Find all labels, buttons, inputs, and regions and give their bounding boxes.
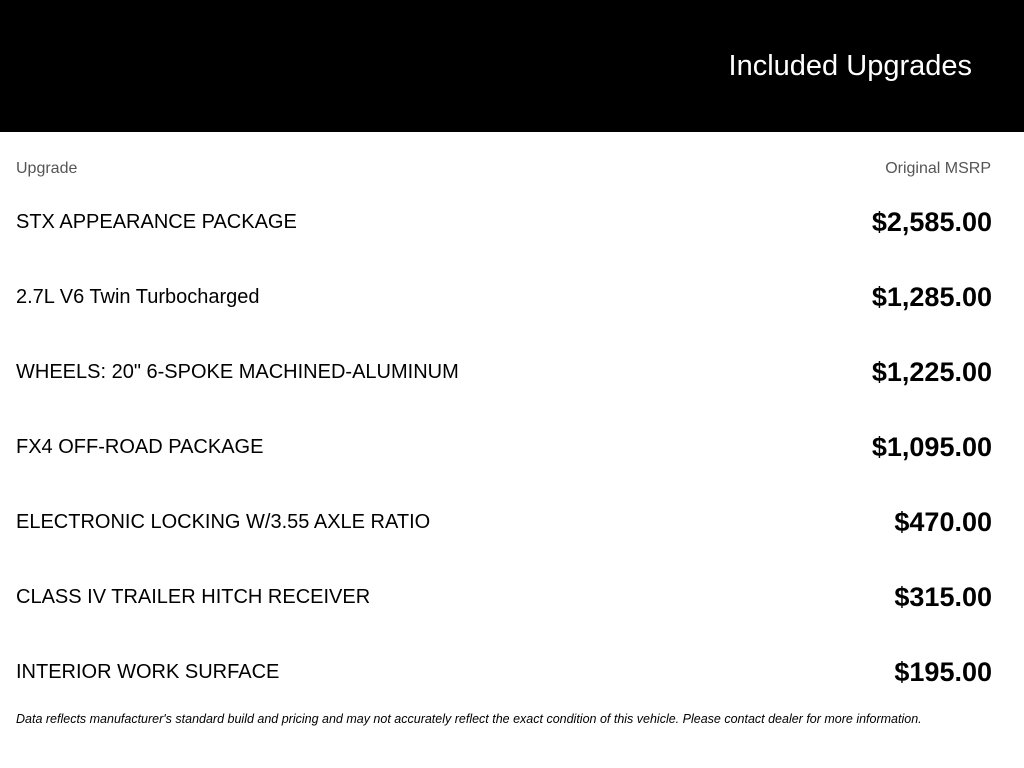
upgrade-price: $470.00	[894, 507, 992, 537]
disclaimer-text: Data reflects manufacturer's standard build and pricing and may not accurately reflect the exact condition of this vehicle. Please contact dealer for more information.	[16, 712, 922, 726]
upgrade-price: $1,095.00	[871, 432, 992, 462]
upgrade-price: $195.00	[894, 657, 992, 687]
upgrade-name: INTERIOR WORK SURFACE	[16, 661, 280, 683]
list-item	[16, 485, 992, 560]
list-item	[16, 185, 992, 260]
upgrade-price: $1,285.00	[871, 282, 992, 312]
upgrade-price: $2,585.00	[871, 207, 992, 237]
header-bar	[0, 0, 1024, 132]
list-item	[16, 410, 992, 485]
upgrade-name: STX APPEARANCE PACKAGE	[16, 211, 297, 233]
list-item	[16, 335, 992, 410]
upgrades-list	[16, 185, 992, 710]
upgrade-name: WHEELS: 20" 6-SPOKE MACHINED-ALUMINUM	[16, 361, 459, 383]
upgrade-name: 2.7L V6 Twin Turbocharged	[16, 286, 260, 308]
upgrade-name: CLASS IV TRAILER HITCH RECEIVER	[16, 586, 371, 608]
column-header-msrp: Original MSRP	[885, 160, 991, 177]
page-title: Included Upgrades	[728, 50, 972, 82]
list-item	[16, 260, 992, 335]
list-item	[16, 635, 992, 710]
upgrade-price: $1,225.00	[871, 357, 992, 387]
upgrade-name: FX4 OFF-ROAD PACKAGE	[16, 436, 264, 458]
list-item	[16, 560, 992, 635]
column-headers	[16, 160, 991, 180]
upgrade-name: ELECTRONIC LOCKING W/3.55 AXLE RATIO	[16, 511, 431, 533]
upgrade-price: $315.00	[894, 582, 992, 612]
column-header-upgrade: Upgrade	[16, 160, 78, 177]
